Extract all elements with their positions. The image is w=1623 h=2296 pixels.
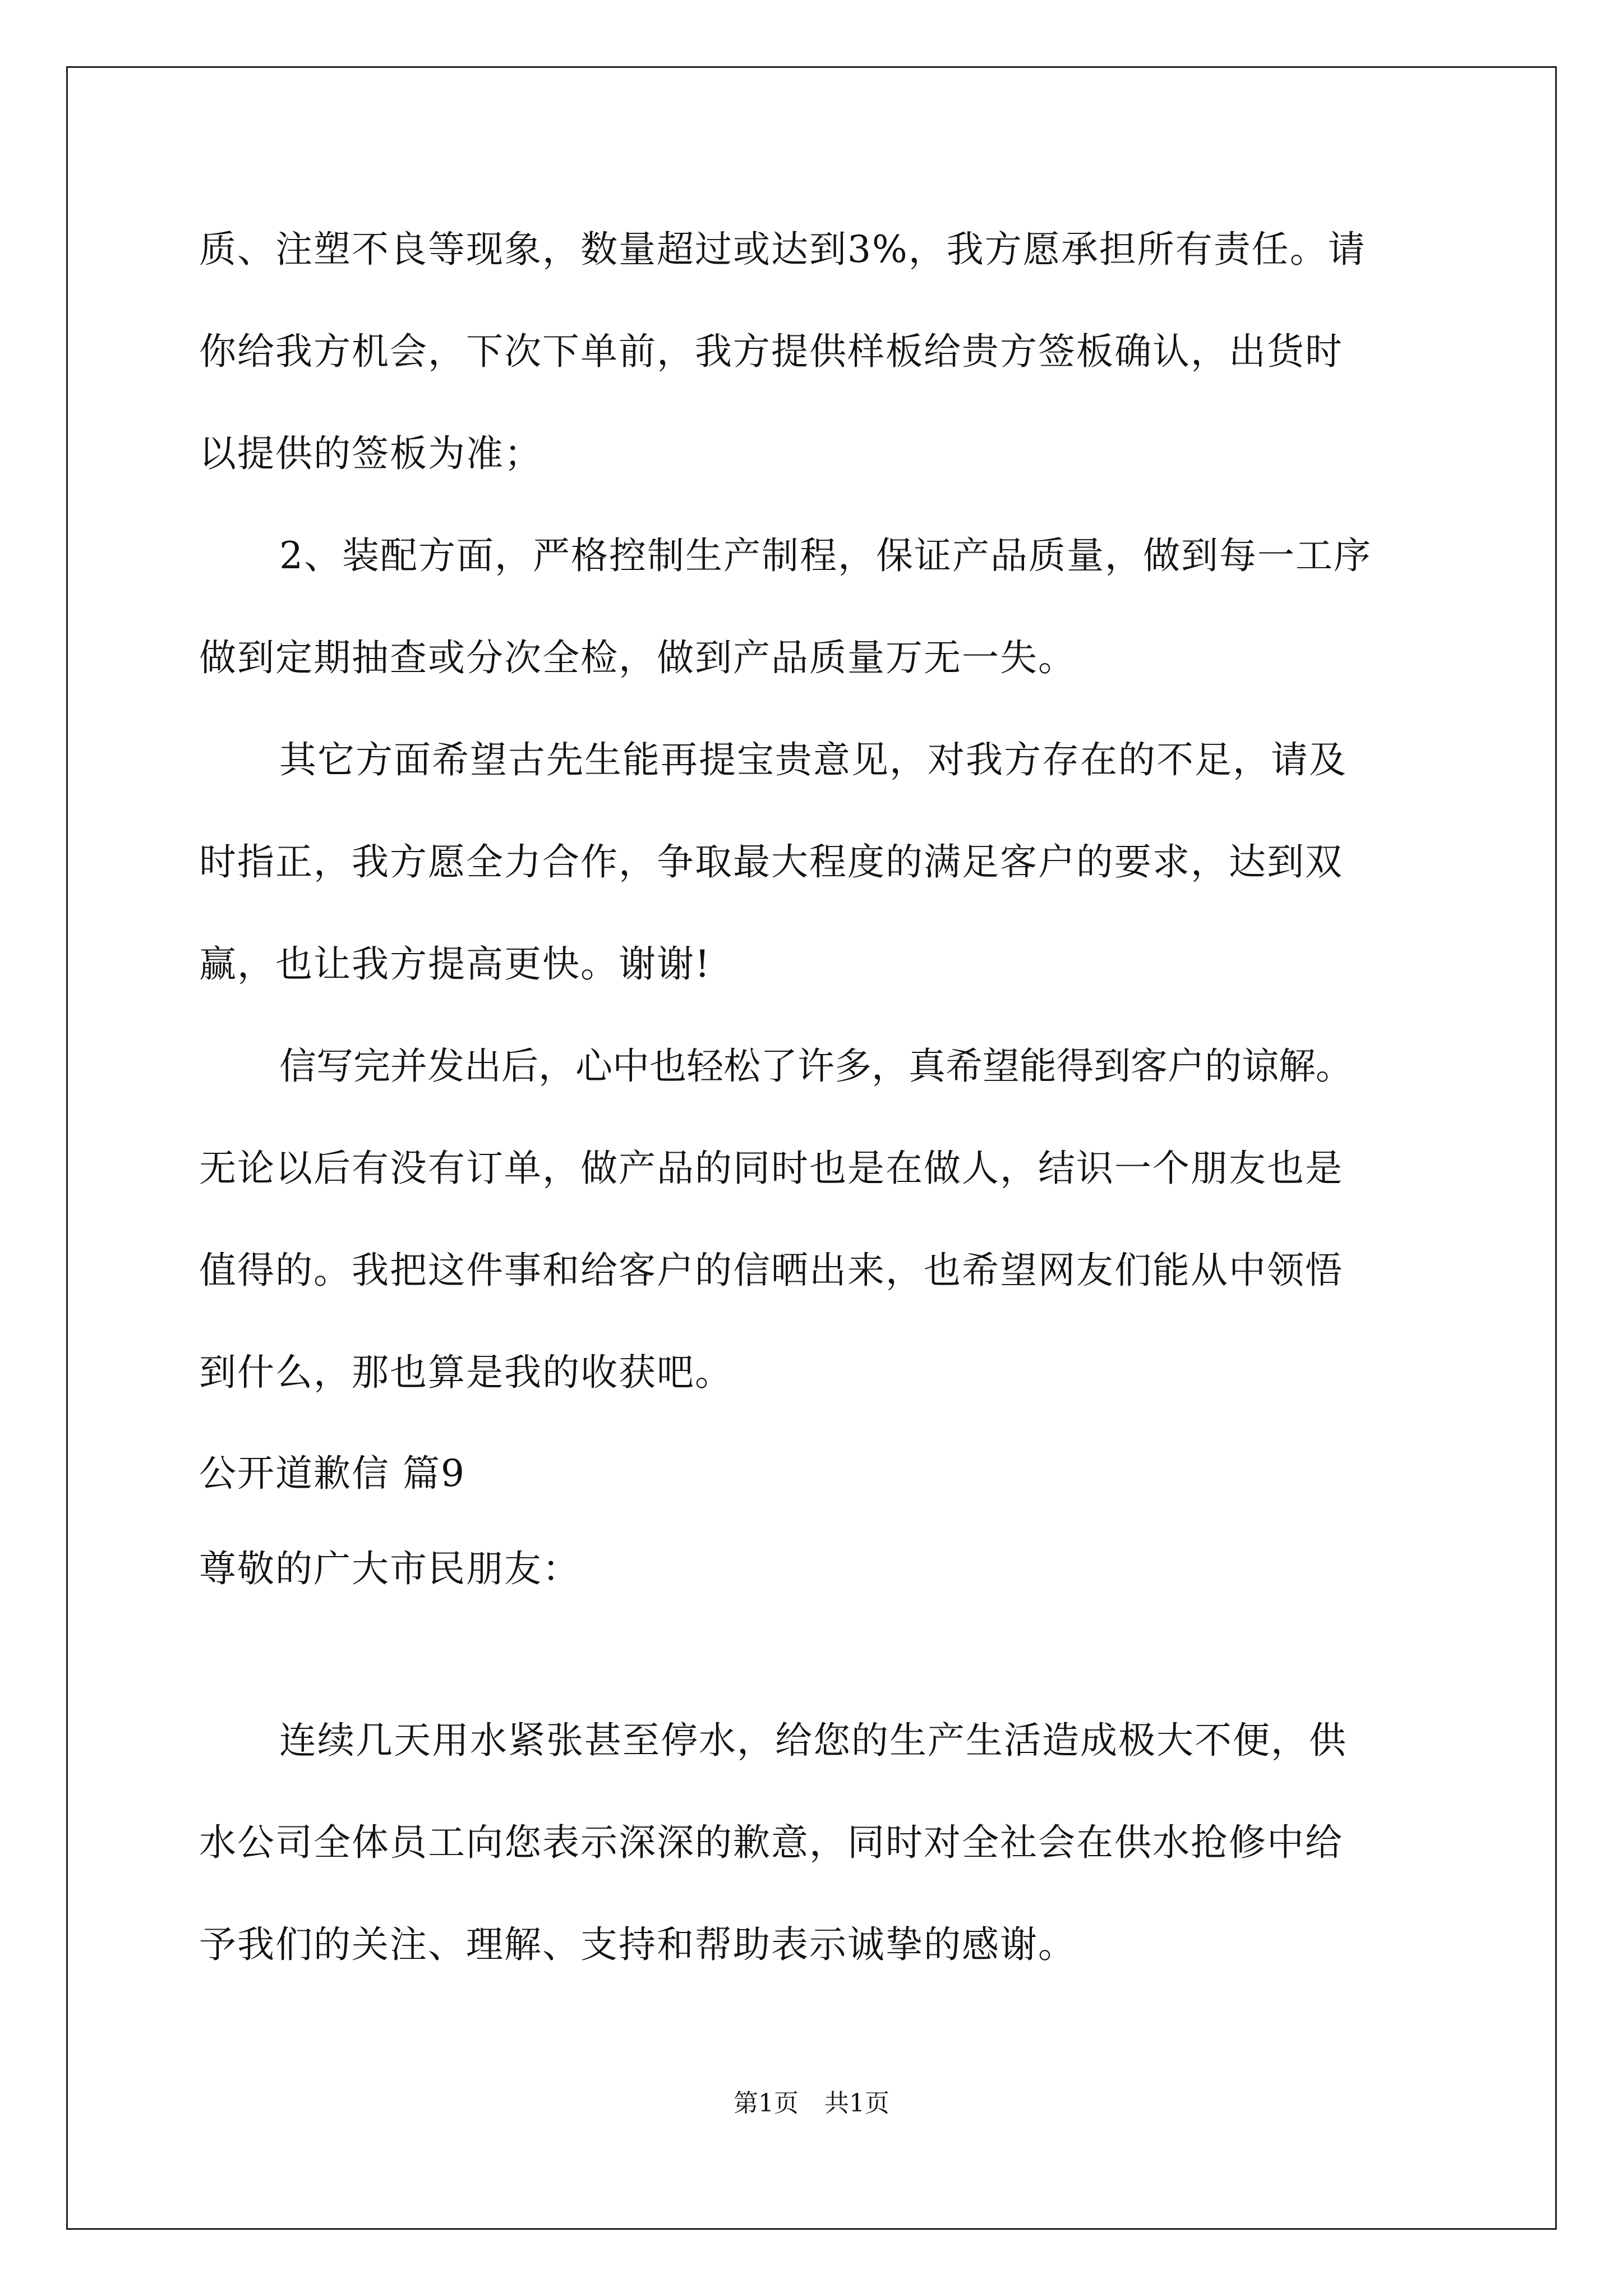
paragraph-line: 其它方面希望古先生能再提宝贵意见，对我方存在的不足，请及: [279, 738, 1347, 781]
paragraph-line: 质、注塑不良等现象，数量超过或达到3%，我方愿承担所有责任。请: [199, 228, 1366, 271]
paragraph-line: 信写完并发出后，心中也轻松了许多，真希望能得到客户的谅解。: [279, 1045, 1353, 1088]
paragraph-line: 予我们的关注、理解、支持和帮助表示诚挚的感谢。: [199, 1923, 1076, 1966]
salutation: 尊敬的广大市民朋友：: [199, 1547, 580, 1590]
paragraph-line: 你给我方机会，下次下单前，我方提供样板给贵方签板确认，出货时: [199, 330, 1343, 373]
page-footer: [0, 2087, 1623, 2120]
paragraph-line: 值得的。我把这件事和给客户的信晒出来，也希望网友们能从中领悟: [199, 1249, 1343, 1292]
paragraph-line: 时指正，我方愿全力合作，争取最大程度的满足客户的要求，达到双: [199, 840, 1343, 884]
page-total: 共1页: [824, 2089, 889, 2118]
paragraph-line: 赢，也让我方提高更快。谢谢!: [199, 942, 711, 986]
paragraph-line: 到什么，那也算是我的收获吧。: [199, 1351, 733, 1394]
paragraph-line: 无论以后有没有订单，做产品的同时也是在做人，结识一个朋友也是: [199, 1147, 1343, 1190]
paragraph-line: 2、装配方面，严格控制生产制程，保证产品质量，做到每一工序: [279, 534, 1372, 577]
paragraph-line: 做到定期抽查或分次全检，做到产品质量万无一失。: [199, 636, 1076, 679]
page-number: 第1页: [734, 2089, 799, 2118]
section-heading: 公开道歉信 篇9: [199, 1452, 465, 1495]
paragraph-line: 连续几天用水紧张甚至停水，给您的生产生活造成极大不便，供: [279, 1719, 1347, 1762]
paragraph-line: 水公司全体员工向您表示深深的歉意，同时对全社会在供水抢修中给: [199, 1821, 1343, 1864]
paragraph-line: 以提供的签板为准；: [199, 432, 542, 475]
